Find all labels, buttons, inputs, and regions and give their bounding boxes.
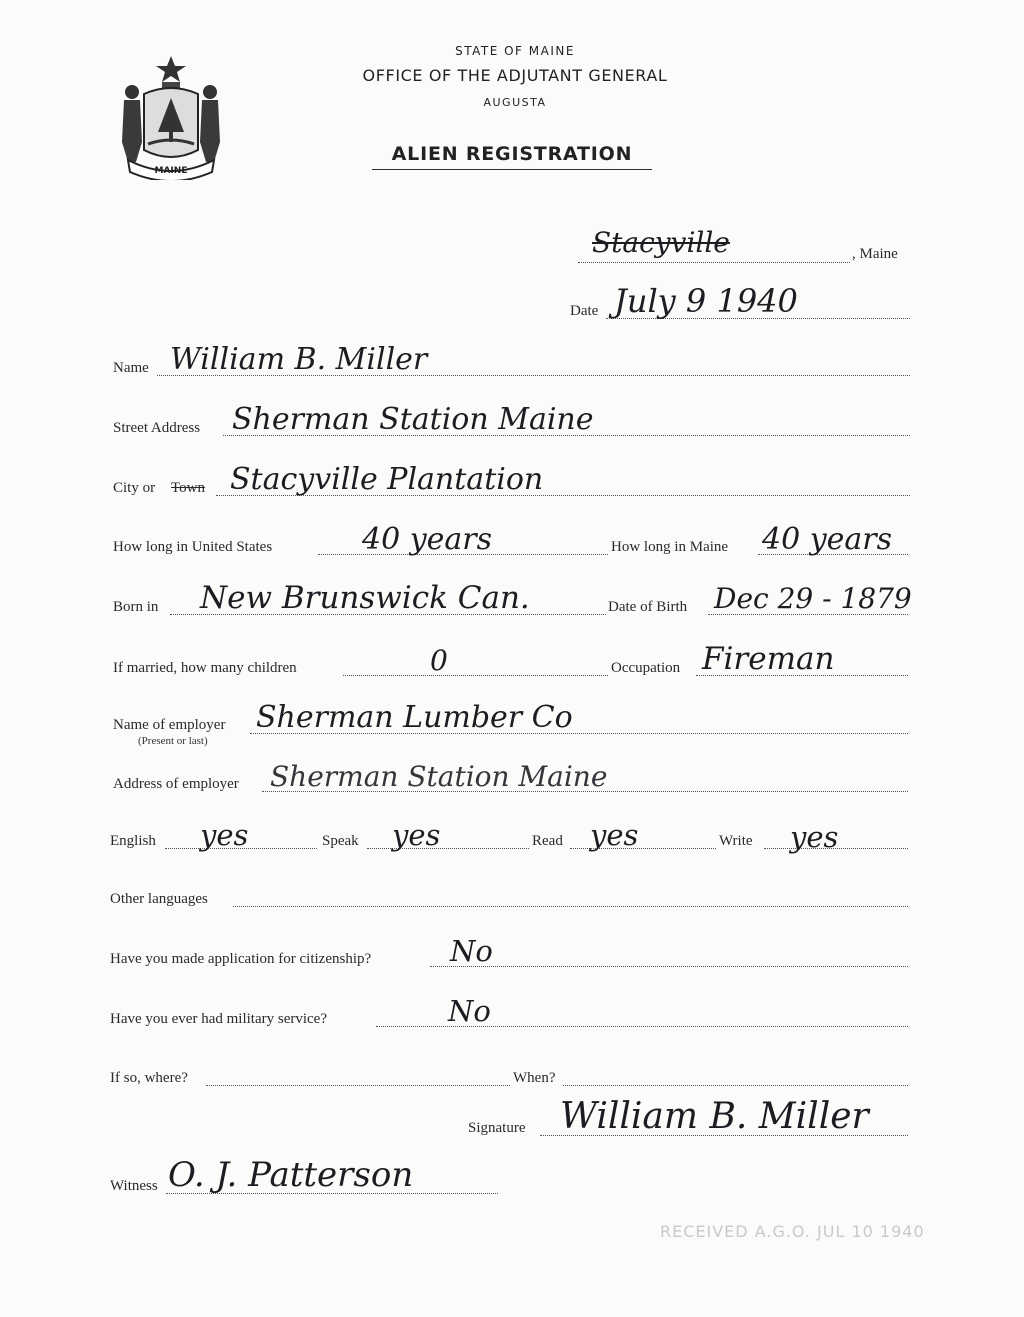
- seal-text: MAINE: [154, 166, 188, 176]
- employer-value: Sherman Lumber Co: [256, 700, 573, 735]
- town-label-struck: Town: [171, 480, 205, 496]
- how-long-maine-label: How long in Maine: [611, 539, 729, 555]
- received-stamp: RECEIVED A.G.O. JUL 10 1940: [660, 1222, 925, 1241]
- maine-state-seal: [112, 52, 230, 180]
- form-title: ALIEN REGISTRATION: [372, 143, 652, 170]
- header-city: AUGUSTA: [483, 96, 547, 109]
- employer-address-label: Address of employer: [113, 776, 239, 792]
- military-label: Have you ever had military service?: [110, 1011, 327, 1027]
- signature-label: Signature: [468, 1120, 526, 1136]
- military-value: No: [448, 994, 491, 1028]
- name-value: William B. Miller: [170, 342, 428, 377]
- write-value: yes: [790, 820, 839, 854]
- born-in-label: Born in: [113, 599, 159, 615]
- town-value: Stacyville: [592, 226, 730, 259]
- speak-value: yes: [392, 818, 441, 852]
- date-of-birth-label: Date of Birth: [608, 599, 688, 615]
- how-long-us-value: 40 years: [362, 522, 493, 557]
- born-in-value: New Brunswick Can.: [200, 580, 530, 616]
- header-state: STATE OF MAINE: [455, 44, 575, 58]
- header-office: OFFICE OF THE ADJUTANT GENERAL: [362, 66, 668, 85]
- employer-note: (Present or last): [138, 735, 208, 747]
- how-long-us-label: How long in United States: [113, 539, 273, 555]
- english-label: English: [110, 833, 156, 849]
- citizenship-label: Have you made application for citizenship?: [110, 951, 372, 967]
- citizenship-line: [430, 966, 908, 967]
- date-of-birth-value: Dec 29 - 1879: [714, 582, 912, 615]
- employer-label: Name of employer: [113, 717, 226, 733]
- write-label: Write: [719, 833, 753, 849]
- maine-label: , Maine: [852, 246, 898, 262]
- occupation-value: Fireman: [702, 641, 835, 677]
- if-so-where-line: [206, 1085, 510, 1086]
- citizenship-value: No: [450, 934, 493, 968]
- children-line: [343, 675, 608, 676]
- children-value: 0: [430, 644, 448, 677]
- employer-address-value: Sherman Station Maine: [270, 760, 608, 793]
- date-label: Date: [570, 303, 599, 319]
- town-line: [578, 262, 850, 263]
- city-value: Stacyville Plantation: [230, 462, 544, 497]
- speak-label: Speak: [322, 833, 359, 849]
- signature-value: William B. Miller: [560, 1096, 869, 1137]
- other-languages-line: [233, 906, 908, 907]
- other-languages-label: Other languages: [110, 891, 208, 907]
- witness-label: Witness: [110, 1178, 158, 1194]
- when-label: When?: [513, 1070, 556, 1086]
- how-long-maine-value: 40 years: [762, 522, 893, 557]
- street-address-label: Street Address: [113, 420, 201, 436]
- date-value: July 9 1940: [614, 282, 798, 320]
- witness-value: O. J. Patterson: [168, 1155, 414, 1195]
- read-label: Read: [532, 833, 563, 849]
- city-label: City or: [113, 480, 156, 496]
- children-label: If married, how many children: [113, 660, 297, 676]
- read-value: yes: [590, 818, 639, 852]
- when-line: [563, 1085, 908, 1086]
- street-address-value: Sherman Station Maine: [232, 402, 594, 437]
- name-label: Name: [113, 360, 149, 376]
- english-value: yes: [200, 818, 249, 852]
- if-so-where-label: If so, where?: [110, 1070, 188, 1086]
- occupation-label: Occupation: [611, 660, 681, 676]
